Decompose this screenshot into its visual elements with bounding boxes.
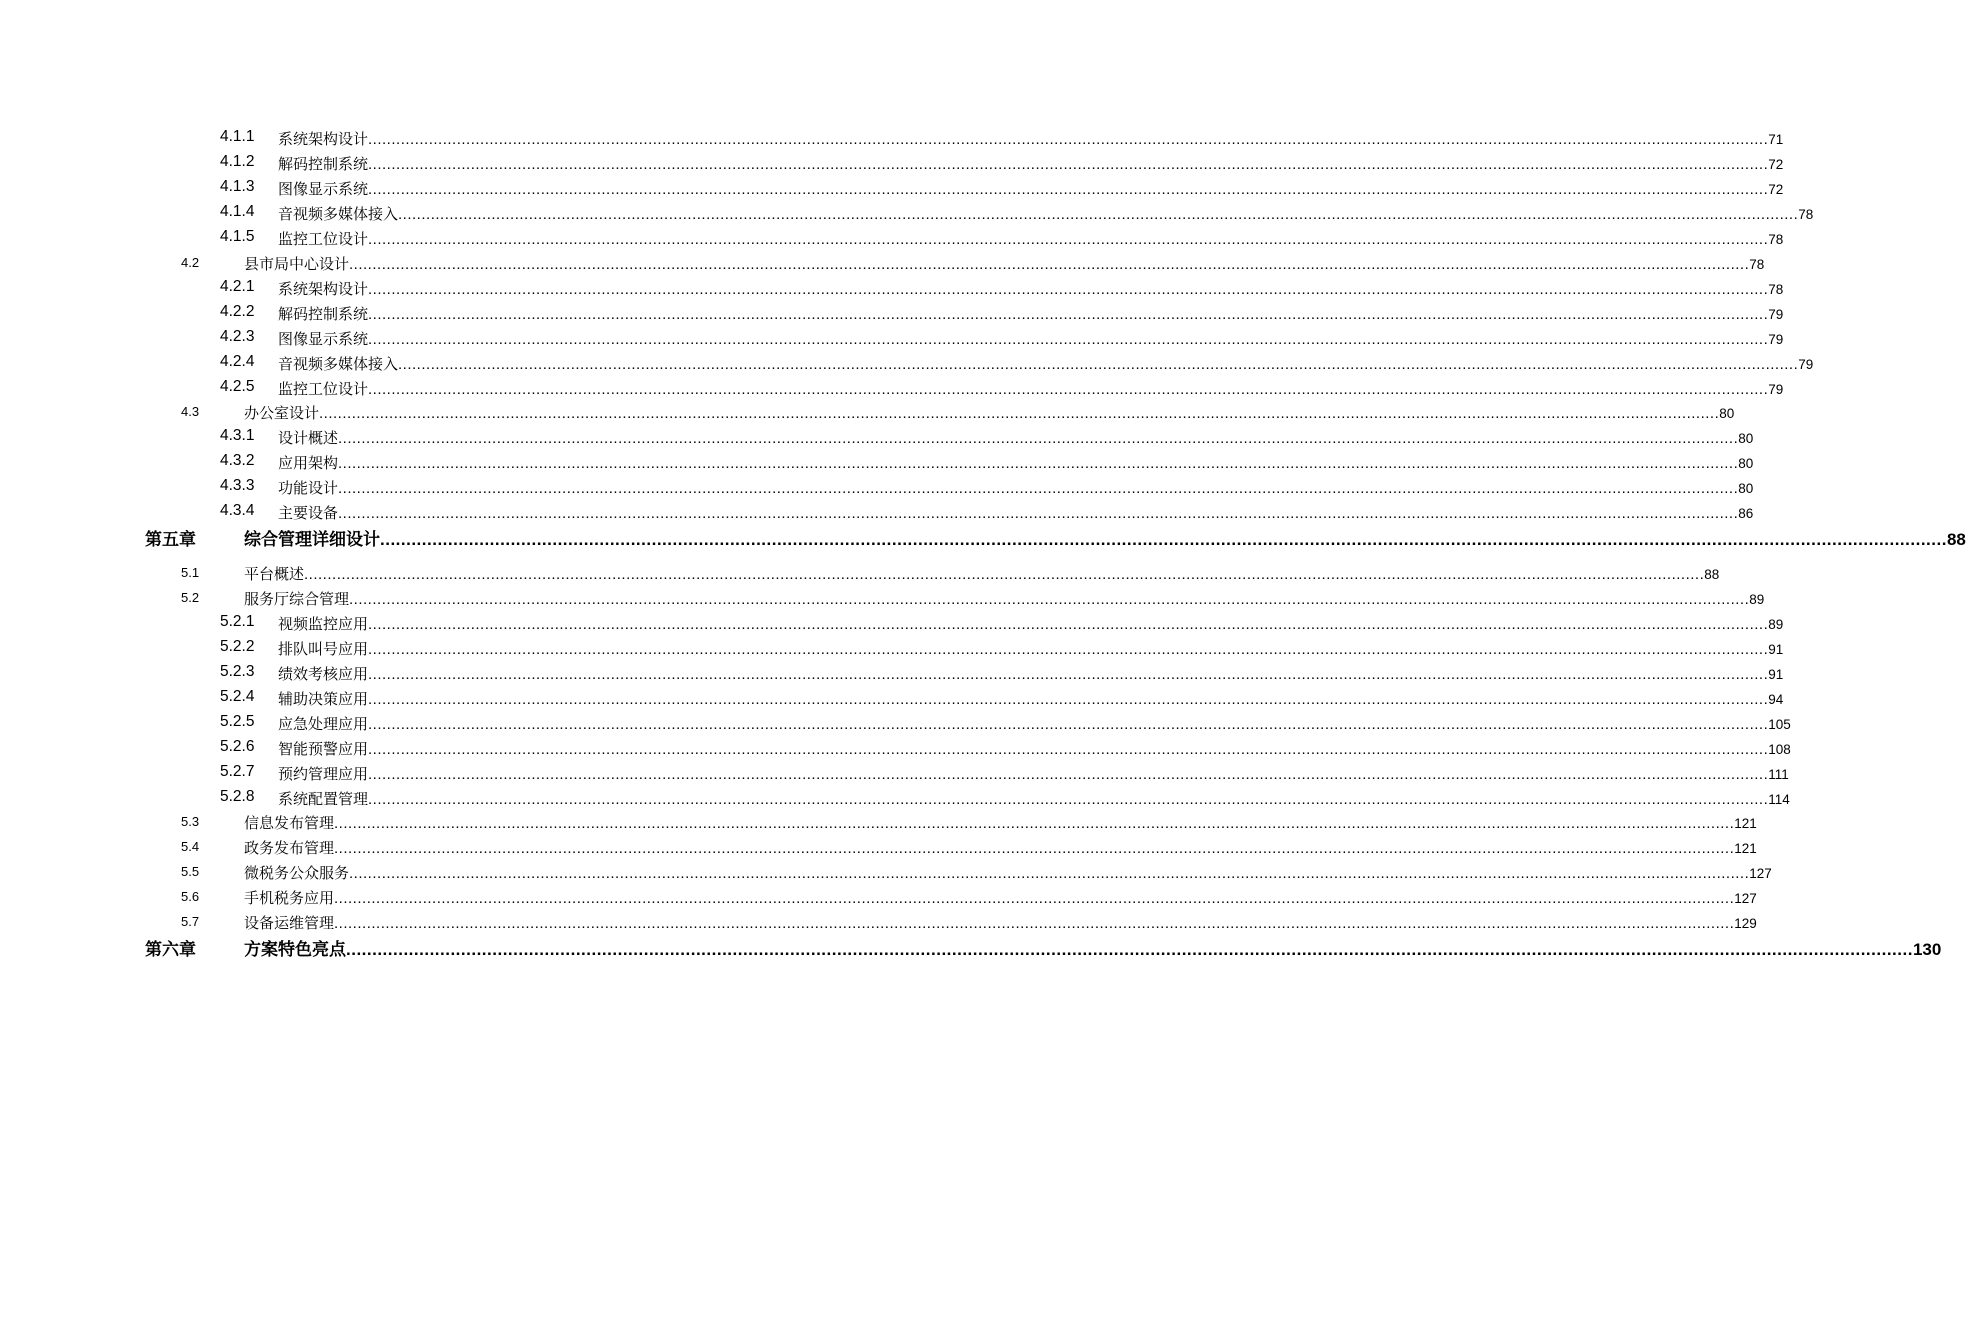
- toc-entry-number: 5.3: [181, 814, 200, 829]
- toc-leader-dots: ............................................................................................................................................................................................................................................................................................................: [334, 815, 1735, 832]
- toc-entry-number: 5.2: [181, 590, 200, 605]
- toc-leader-dots: ............................................................................................................................................................................................................................................................................................................: [304, 566, 1705, 583]
- toc-leader-dots: ............................................................................................................................................................................................................................................................................................................: [349, 591, 1750, 608]
- toc-entry-page: 129: [1734, 916, 1757, 931]
- toc-entry[interactable]: [220, 228, 1784, 250]
- toc-entry-page: 78: [1768, 282, 1784, 297]
- toc-entry[interactable]: [220, 278, 1784, 300]
- toc-entry[interactable]: [220, 663, 1784, 685]
- toc-entry-title: 手机税务应用: [244, 889, 335, 907]
- toc-leader-dots: ............................................................................................................................................................................................................................................................................................................: [368, 741, 1769, 758]
- toc-entry-number: 4.3.2: [220, 452, 255, 469]
- toc-entry-page: 80: [1738, 431, 1754, 446]
- toc-leader-dots: ............................................................................................................................................................................................................................................................................................................: [368, 156, 1769, 173]
- toc-entry-title: 解码控制系统: [278, 305, 369, 323]
- toc-entry-page: 79: [1798, 357, 1814, 372]
- toc-leader-dots: ............................................................................................................................................................................................................................................................................................................: [368, 641, 1769, 658]
- toc-entry-title: 绩效考核应用: [278, 665, 369, 683]
- toc-entry-page: 79: [1768, 332, 1784, 347]
- toc-entry-number: 4.1.2: [220, 153, 255, 170]
- toc-entry-title: 功能设计: [278, 479, 339, 497]
- toc-entry[interactable]: [220, 153, 1784, 175]
- toc-leader-dots: ............................................................................................................................................................................................................................................................................................................: [338, 505, 1739, 522]
- toc-entry[interactable]: [181, 862, 1772, 884]
- toc-leader-dots: ............................................................................................................................................................................................................................................................................................................: [368, 181, 1769, 198]
- toc-entry[interactable]: [220, 638, 1784, 660]
- toc-leader-dots: ............................................................................................................................................................................................................................................................................................................: [349, 256, 1750, 273]
- toc-leader-dots: ............................................................................................................................................................................................................................................................................................................: [368, 281, 1769, 298]
- toc-entry-title: 图像显示系统: [278, 180, 369, 198]
- toc-entry-number: 5.7: [181, 914, 200, 929]
- toc-leader-dots: ............................................................................................................................................................................................................................................................................................................: [334, 890, 1735, 907]
- toc-leader-dots: ............................................................................................................................................................................................................................................................................................................: [368, 716, 1769, 733]
- toc-entry-number: 4.1.4: [220, 203, 255, 220]
- toc-entry-page: 71: [1768, 132, 1784, 147]
- toc-leader-dots: ............................................................................................................................................................................................................................................................................................................: [334, 840, 1735, 857]
- toc-entry-number: 5.2.2: [220, 638, 255, 655]
- toc-entry-title: 系统架构设计: [278, 130, 369, 148]
- toc-entry-page: 114: [1768, 792, 1790, 807]
- toc-entry-number: 4.3: [181, 404, 200, 419]
- toc-entry-title: 系统配置管理: [278, 790, 369, 808]
- toc-entry[interactable]: [220, 378, 1784, 400]
- toc-entry-number: 5.2.4: [220, 688, 255, 705]
- toc-entry-title: 信息发布管理: [244, 814, 335, 832]
- toc-entry-page: 91: [1768, 667, 1784, 682]
- toc-entry[interactable]: [220, 328, 1784, 350]
- toc-entry-number: 4.3.4: [220, 502, 255, 519]
- toc-entry[interactable]: [220, 738, 1791, 760]
- toc-entry-page: 108: [1768, 742, 1791, 757]
- toc-entry-number: 5.6: [181, 889, 200, 904]
- toc-entry-number: 4.3.1: [220, 427, 255, 444]
- toc-entry-number: 5.2.7: [220, 763, 255, 780]
- toc-entry-title: 监控工位设计: [278, 230, 369, 248]
- toc-leader-dots: ............................................................................................................................................................................................................................................................................................................: [368, 791, 1769, 808]
- toc-entry-title: 应急处理应用: [278, 715, 369, 733]
- toc-entry-page: 78: [1798, 207, 1814, 222]
- toc-entry-title: 设备运维管理: [244, 914, 335, 932]
- toc-entry-number: 5.4: [181, 839, 200, 854]
- toc-entry[interactable]: [181, 887, 1757, 909]
- toc-entry-title: 方案特色亮点: [244, 940, 346, 960]
- toc-entry-page: 88: [1704, 567, 1720, 582]
- toc-entry-page: 79: [1768, 382, 1784, 397]
- toc-entry-page: 91: [1768, 642, 1784, 657]
- toc-entry[interactable]: [181, 402, 1735, 424]
- toc-entry[interactable]: [220, 178, 1784, 200]
- toc-leader-dots: ............................................................................................................................................................................................................................................................................................................: [368, 616, 1769, 633]
- toc-entry-title: 综合管理详细设计: [244, 530, 380, 550]
- toc-leader-dots: ............................................................................................................................................................................................................................................................................................................: [368, 306, 1769, 323]
- toc-entry-page: 105: [1768, 717, 1791, 732]
- toc-entry-title: 解码控制系统: [278, 155, 369, 173]
- toc-entry-number: 4.2.4: [220, 353, 255, 370]
- toc-entry-title: 服务厅综合管理: [244, 590, 350, 608]
- toc-leader-dots: ............................................................................................................................................................................................................................................................................................................: [349, 865, 1750, 882]
- toc-entry[interactable]: [220, 353, 1814, 375]
- toc-entry[interactable]: [220, 452, 1754, 474]
- toc-entry-title: 音视频多媒体接入: [278, 205, 399, 223]
- toc-entry-title: 主要设备: [278, 504, 339, 522]
- toc-entry[interactable]: [181, 563, 1720, 585]
- toc-entry-title: 预约管理应用: [278, 765, 369, 783]
- toc-entry-title: 应用架构: [278, 454, 339, 472]
- toc-leader-dots: ............................................................................................................................................................................................................................................................................................................: [368, 381, 1769, 398]
- toc-leader-dots: ............................................................................................................................................................................................................................................................................................................: [398, 356, 1799, 373]
- toc-entry-title: 平台概述: [244, 565, 305, 583]
- toc-entry-number: 5.5: [181, 864, 200, 879]
- toc-entry-title: 监控工位设计: [278, 380, 369, 398]
- toc-entry[interactable]: [220, 688, 1784, 710]
- toc-entry[interactable]: [220, 502, 1754, 524]
- toc-entry[interactable]: [220, 203, 1814, 225]
- toc-entry-page: 79: [1768, 307, 1784, 322]
- toc-entry-number: 5.2.1: [220, 613, 255, 630]
- toc-entry-page: 130: [1912, 940, 1942, 959]
- toc-entry-title: 排队叫号应用: [278, 640, 369, 658]
- toc-entry-number: 4.2.3: [220, 328, 255, 345]
- toc-leader-dots: ............................................................................................................................................................................................................................................................................................................: [380, 530, 1947, 549]
- toc-leader-dots: ............................................................................................................................................................................................................................................................................................................: [368, 331, 1769, 348]
- toc-entry-title: 音视频多媒体接入: [278, 355, 399, 373]
- toc-entry[interactable]: [181, 253, 1765, 275]
- toc-entry-page: 89: [1768, 617, 1784, 632]
- toc-leader-dots: ............................................................................................................................................................................................................................................................................................................: [368, 691, 1769, 708]
- toc-entry[interactable]: [220, 477, 1754, 499]
- toc-entry-page: 72: [1768, 182, 1784, 197]
- toc-entry-page: 121: [1734, 841, 1757, 856]
- toc-entry-title: 县市局中心设计: [244, 255, 350, 273]
- toc-entry-title: 系统架构设计: [278, 280, 369, 298]
- toc-entry-number: 4.1.3: [220, 178, 255, 195]
- toc-entry-title: 设计概述: [278, 429, 339, 447]
- toc-leader-dots: ............................................................................................................................................................................................................................................................................................................: [368, 666, 1769, 683]
- toc-leader-dots: ............................................................................................................................................................................................................................................................................................................: [346, 940, 1913, 959]
- toc-entry-number: 5.2.5: [220, 713, 255, 730]
- toc-entry-number: 5.2.6: [220, 738, 255, 755]
- toc-leader-dots: ............................................................................................................................................................................................................................................................................................................: [319, 405, 1720, 422]
- toc-entry-title: 办公室设计: [244, 404, 320, 422]
- toc-entry[interactable]: [181, 837, 1757, 859]
- toc-entry-page: 86: [1738, 506, 1754, 521]
- toc-entry-page: 78: [1768, 232, 1784, 247]
- toc-entry-page: 80: [1738, 481, 1754, 496]
- toc-entry-page: 89: [1749, 592, 1765, 607]
- toc-entry-number: 4.2.2: [220, 303, 255, 320]
- toc-entry-page: 111: [1768, 767, 1789, 782]
- toc-entry-number: 4.1.1: [220, 128, 255, 145]
- toc-entry-number: 4.1.5: [220, 228, 255, 245]
- toc-entry[interactable]: [220, 763, 1789, 785]
- toc-entry-title: 辅助决策应用: [278, 690, 369, 708]
- toc-leader-dots: ............................................................................................................................................................................................................................................................................................................: [398, 206, 1799, 223]
- toc-entry-number: 4.3.3: [220, 477, 255, 494]
- toc-leader-dots: ............................................................................................................................................................................................................................................................................................................: [338, 430, 1739, 447]
- toc-entry[interactable]: [220, 713, 1791, 735]
- toc-entry-page: 78: [1749, 257, 1765, 272]
- toc-entry[interactable]: [181, 588, 1765, 610]
- toc-entry-number: 4.2.5: [220, 378, 255, 395]
- toc-entry-number: 5.1: [181, 565, 200, 580]
- toc-entry-page: 94: [1768, 692, 1784, 707]
- toc-entry[interactable]: [220, 303, 1784, 325]
- toc-entry[interactable]: [181, 912, 1757, 934]
- toc-entry[interactable]: [220, 613, 1784, 635]
- toc-entry-page: 121: [1734, 816, 1757, 831]
- toc-entry-title: 政务发布管理: [244, 839, 335, 857]
- toc-entry-page: 72: [1768, 157, 1784, 172]
- toc-entry-number: 5.2.8: [220, 788, 255, 805]
- toc-entry[interactable]: [220, 788, 1790, 810]
- toc-leader-dots: ............................................................................................................................................................................................................................................................................................................: [338, 480, 1739, 497]
- toc-entry[interactable]: [220, 128, 1784, 150]
- toc-entry-page: 88: [1946, 530, 1966, 549]
- toc-entry-number: 5.2.3: [220, 663, 255, 680]
- toc-leader-dots: ............................................................................................................................................................................................................................................................................................................: [334, 915, 1735, 932]
- toc-entry[interactable]: [145, 525, 1966, 550]
- toc-entry[interactable]: [145, 935, 1942, 960]
- toc-leader-dots: ............................................................................................................................................................................................................................................................................................................: [368, 766, 1769, 783]
- toc-entry-title: 微税务公众服务: [244, 864, 350, 882]
- toc-entry-number: 4.2: [181, 255, 200, 270]
- toc-leader-dots: ............................................................................................................................................................................................................................................................................................................: [368, 131, 1769, 148]
- toc-entry[interactable]: [181, 812, 1757, 834]
- toc-entry-page: 127: [1734, 891, 1757, 906]
- toc-entry-page: 80: [1719, 406, 1735, 421]
- toc-entry-number: 4.2.1: [220, 278, 255, 295]
- toc-entry[interactable]: [220, 427, 1754, 449]
- toc-entry-title: 视频监控应用: [278, 615, 369, 633]
- toc-entry-title: 图像显示系统: [278, 330, 369, 348]
- toc-entry-title: 智能预警应用: [278, 740, 369, 758]
- toc-leader-dots: ............................................................................................................................................................................................................................................................................................................: [338, 455, 1739, 472]
- toc-entry-number: 第六章: [145, 940, 196, 960]
- toc-entry-page: 80: [1738, 456, 1754, 471]
- toc-entry-page: 127: [1749, 866, 1772, 881]
- toc-entry-number: 第五章: [145, 530, 196, 550]
- toc-leader-dots: ............................................................................................................................................................................................................................................................................................................: [368, 231, 1769, 248]
